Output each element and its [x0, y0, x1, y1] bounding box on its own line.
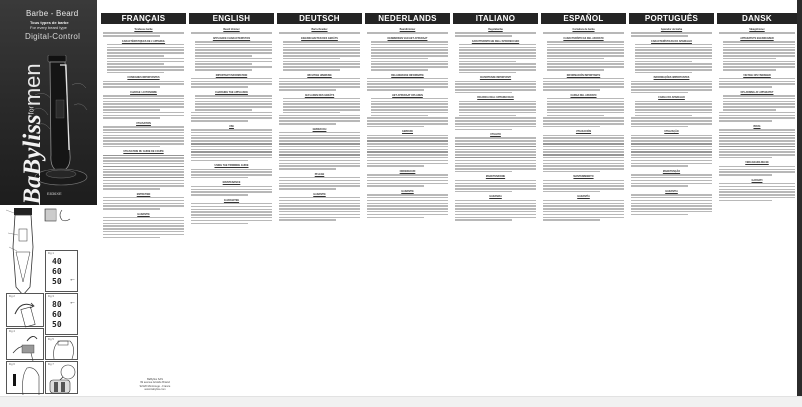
comb-removal-illustration: [7, 329, 45, 361]
diagram-panel: [0, 205, 97, 396]
figure-1: Fig 1 40 60 50 ←: [45, 250, 78, 292]
cover-subtitle-en: For every beard type: [30, 25, 67, 30]
column-body: Bartschneider EIGENSCHAFTEN DES GERÄTS WICHTIGE HINWEISE AUFLADEN DES GERÄTS GEBRAUCH PFLEGE GARANTIE: [277, 24, 362, 221]
language-header: DEUTSCH: [277, 13, 362, 24]
column-dansk: [717, 0, 797, 396]
language-header: ESPAÑOL: [541, 13, 626, 24]
language-header: NEDERLANDS: [365, 13, 450, 24]
language-header: DANSK: [717, 13, 797, 24]
column-body: Skægtrimmer APPARATETS EGENSKABER VIGTIGE OPLYSNINGER OPLADNING AF APPARATET BRUG VEDLIGEHOLDELSE GARANTI: [717, 24, 797, 201]
cover-model-number: E836XE: [47, 191, 62, 196]
column-francais: [101, 0, 186, 396]
column-english: [189, 0, 274, 396]
language-header: FRANÇAIS: [101, 13, 186, 24]
language-header: PORTUGUÊS: [629, 13, 714, 24]
figure-7: Fig 7: [45, 361, 78, 394]
display-readout-fig3: 80 60 50: [52, 300, 62, 329]
column-body: Cortadora de barba CARACTERÍSTICAS DEL APARATO INFORMACIÓN IMPORTANTE CARGA DEL APARATO UTILIZACIÓN MANTENIMIENTO GARANTÍA: [541, 24, 626, 221]
comb-accessories-icon: [44, 207, 74, 223]
power-switch-illustration: [7, 362, 45, 395]
column-body: Baardtrimmer KENMERKEN VAN HET APPARAAT BELANGRIJKE INFORMATIE HET APPARAAT OPLADEN GEBRUIK ONDERHOUD GARANTIE: [365, 24, 450, 218]
cover-product-line: Digital-Control: [25, 32, 81, 41]
arrow-left-icon: ←: [69, 299, 76, 306]
page-edge-divider: [797, 0, 802, 396]
figure-3: Fig 3 80 60 50 ←: [45, 293, 78, 335]
column-deutsch: [277, 0, 362, 396]
arrow-left-icon: ←: [69, 276, 76, 283]
trimmer-diagram: [6, 207, 44, 297]
column-body: Beard trimmer APPLIANCE CHARACTERISTICS IMPORTANT INFORMATION CHARGING THE APPLIANCE USE USING THE TRIMMING GUIDE MAINTENANCE GUARANTEE: [189, 24, 274, 224]
language-header: ENGLISH: [189, 13, 274, 24]
charging-base-illustration: [46, 362, 79, 395]
rotate-head-illustration: [7, 294, 45, 328]
figure-4: Fig 4: [6, 328, 44, 360]
figure-2: Fig 2: [6, 293, 44, 327]
display-readout-fig1: 40 60 50: [52, 257, 62, 286]
figure-6: Fig 6: [6, 361, 44, 394]
column-body: Regolabarba CARATTERISTICHE DELL'APPARECCHIO AVVERTENZE IMPORTANTI RICARICA DELL'APPARECCHIO UTILIZZO MANUTENZIONE GARANZIA: [453, 24, 538, 221]
brand-logo: BaByliss$^{for}$men: [19, 63, 46, 205]
column-body: Tondeuse barbe CARACTÉRISTIQUES DE L'APPAREIL CONSIGNES IMPORTANTES CHARGE / AUTONOMIE UTILISATION UTILISATION DU GUIDE DE COUPE ENTRETIEN GARANTIE: [101, 24, 186, 238]
cover-title: Barbe - Beard: [26, 9, 79, 18]
language-header: ITALIANO: [453, 13, 538, 24]
cover-subtitle-fr: Tous types de barbe: [30, 20, 69, 25]
page-bottom-margin: [0, 396, 802, 407]
column-italiano: [453, 0, 538, 396]
figure-5: Fig 5: [45, 336, 78, 360]
manufacturer-address: BaByliss SAS 99 avenue Aristide Briand 92120 Montrouge - France www.babyliss.com: [139, 378, 171, 392]
column-body: Aparador de barba CARACTERÍSTICAS DO APARELHO INFORMAÇÕES IMPORTANTES CARGA DO APARELHO UTILIZAÇÃO MANUTENÇÃO GARANTIA: [629, 24, 714, 215]
column-nederlands: [365, 0, 450, 396]
column-espanol: [541, 0, 626, 396]
column-portugues: [629, 0, 714, 396]
cover-panel: [0, 0, 97, 205]
